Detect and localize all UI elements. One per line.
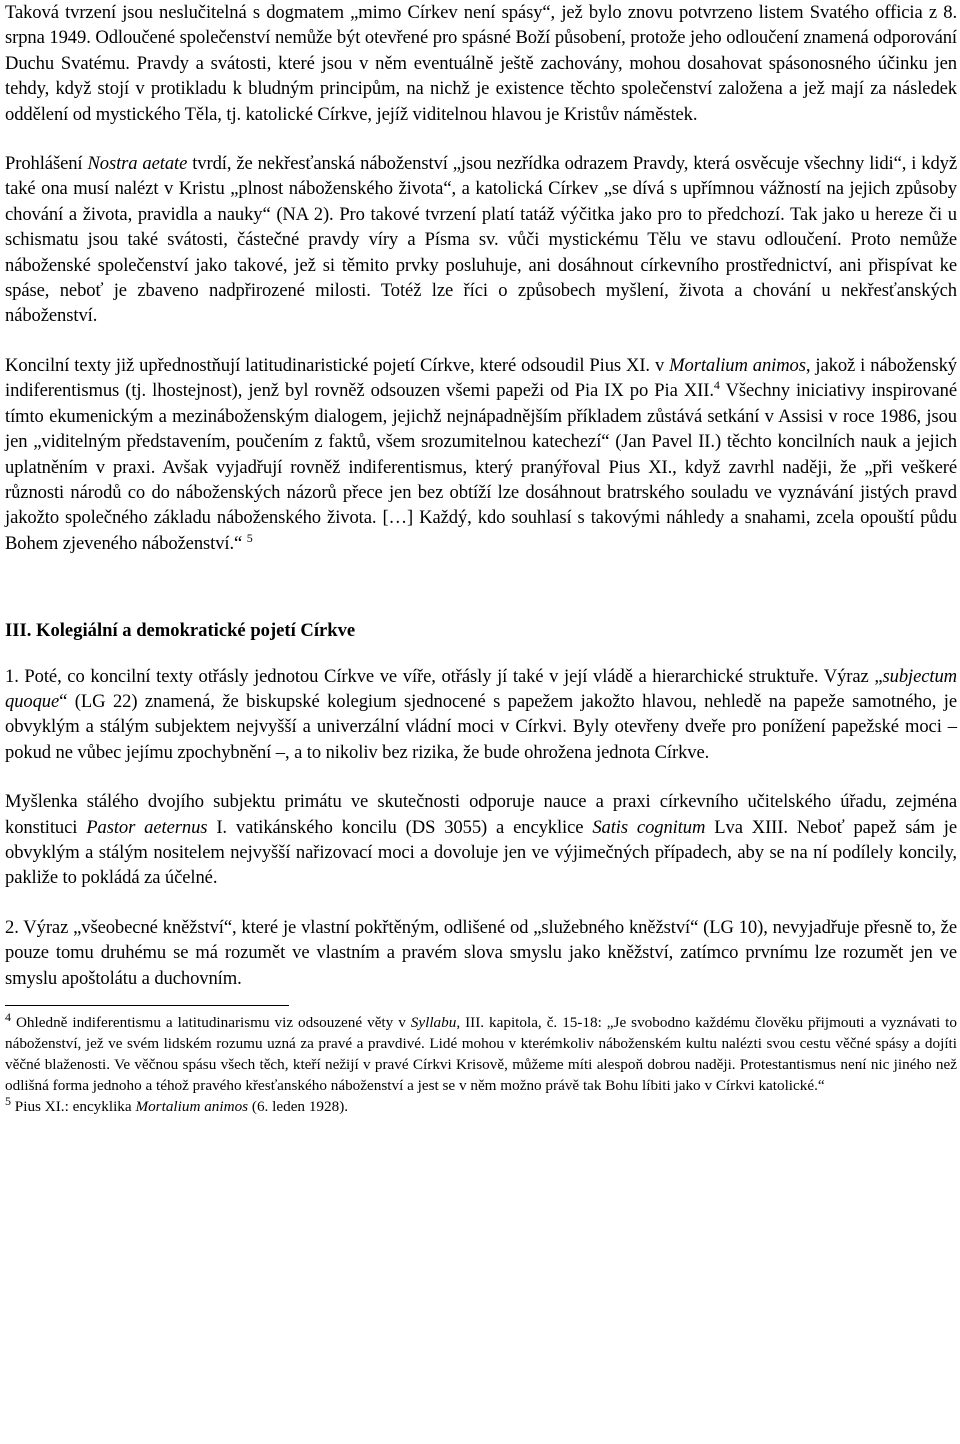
spacer: [5, 891, 957, 915]
paragraph-5-text: I. vatikánského koncilu (DS 3055) a encyklice: [207, 816, 593, 838]
spacer: [5, 765, 957, 789]
spacer: [5, 644, 957, 664]
footnote-number: 4: [5, 1009, 11, 1024]
paragraph-1-text: Taková tvrzení jsou neslučitelná s dogmatem „mimo Církev není spásy“, jež bylo znovu potvrzeno listem Svatého officia z 8. srpna 1949. Odloučené společenství nemůže být otevřené pro spásné Boží působení, protože jeho odloučení znamená odporování Duchu Svatému. Pravdy a svátosti, které jsou v něm eventuálně ještě zachovány, mohou dosahovat spásonosného účinku jen tehdy, když stojí v protikladu k bludným principům, na nichž je existence těchto společenství založena a jež mají za následek oddělení od mystického Těla, tj. katolické Církve, jejíž viditelnou hlavou je Kristův náměstek.: [5, 2, 957, 125]
spacer: [5, 556, 957, 618]
paragraph-5-text: Myšlenka stálého dvojího subjektu primátu ve skutečnosti odporuje nauce a praxi církevního učitelského úřadu, zejména konstituci: [5, 791, 957, 838]
footnote-number: 5: [5, 1093, 11, 1108]
document-page: [5, 0, 957, 1117]
footnote-4-text: Ohledně indiferentismu a latitudinarismu viz odsouzené věty v: [11, 1014, 411, 1031]
footnote-5-text: (6. leden 1928).: [248, 1098, 349, 1115]
spacer: [5, 127, 957, 151]
paragraph-3-text: Koncilní texty již upřednostňují latitudinaristické pojetí Církve, které odsoudil Pius XI. v: [5, 354, 670, 376]
paragraph-4-text: “ (LG 22) znamená, že biskupské kolegium sjednocené s papežem jakožto hlavou, nehledě na papeže samotného, je obvyklým a stálým subjektem nejvyšší a univerzální vládní moci v Církvi. Byly otevřeny dveře pro ponížení papežské moci – pokud ne vůbec jejímu zpochybnění –, a to nikoliv bez rizika, že bude ohrožena jednota Církve.: [5, 690, 957, 763]
paragraph-6: [5, 915, 957, 991]
paragraph-5: [5, 789, 957, 891]
footnote-4-text: , III. kapitola, č. 15-18: „Je svobodno každému člověku přijmouti a vyznávati to náboženství, jež ve svém lidském rozumu uzná za pravé a pravdivé. Lidé mohou v kterémkoliv náboženském kultu nalézti svou cestu věčné spásy a dojíti věčné blaženosti. Ve věčnou spásu všech těch, kteří nežijí v pravé Církvi Krisově, můžeme míti alespoň dobrou naději. Protestantismus není nic jiného než odlišná forma jednoho a téhož pravého křesťanského náboženství a jest se v něm možno právě tak Bohu líbiti jako v Církvi katolické.“: [5, 1014, 957, 1094]
paragraph-5-text: Lva XIII. Neboť papež sám je obvyklým a stálým nositelem nejvyšší nařizovací moci a dovoluje jen ve výjimečných případech, aby se na ní podílely koncily, pakliže to pokládá za účelné.: [5, 816, 957, 889]
paragraph-4: [5, 664, 957, 766]
footnote-divider: [5, 1005, 289, 1006]
paragraph-4-text: 1. Poté, co koncilní texty otřásly jednotou Církve ve víře, otřásly jí také v její vládě a hierarchické struktuře. Výraz „: [5, 665, 883, 687]
mortalium-animos-title: Mortalium animos: [669, 354, 806, 376]
footnote-ref-5: 5: [246, 530, 253, 545]
paragraph-3-text: , jakož i náboženský indiferentismus (tj. lhostejnost), jenž byl rovněž odsouzen všemi papeži od Pia IX po Pia XII.: [5, 354, 957, 402]
paragraph-3: [5, 353, 957, 556]
subjectum-quoque-term: subjectum quoque: [5, 665, 957, 712]
mortalium-animos-title: Mortalium animos: [135, 1098, 249, 1115]
paragraph-3-text: Všechny iniciativy inspirované tímto ekumenickým a mezináboženským dialogem, jejichž nejnápadnějším příkladem zůstává setkání v Assisi v roce 1986, jsou jen „viditelným představením, poučením z faktů, všem srozumitelnou katechezí“ (Jan Pavel II.) těchto koncilních nauk a jejich uplatněním v praxi. Avšak vyjadřují rovněž indiferentismus, který pranýřoval Pius XI., když zavrhl naději, že „při veškeré různosti národů co do náboženských názorů přece jen bez obtíží lze dosáhnout bratrského souladu ve vyznávání jistých pravd jakožto společného základu náboženského života. […] Každý, kdo souhlasí s takovými náhledy a snahami, zcela opouští půdu Bohem zjeveného náboženství.“: [5, 380, 957, 554]
paragraph-2-text: tvrdí, že nekřesťanská náboženství „jsou nezřídka odrazem Pravdy, která osvěcuje všechny lidi“, i když také ona musí nalézt v Kristu „plnost náboženského života“, a katolická Církev „se dívá s upřímnou vážností na jejich způsoby chování a života, pravidla a nauky“ (NA 2). Pro takové tvrzení platí tatáž výčitka jako pro to předchozí. Tak jako u hereze či u schismatu jsou také svátosti, částečné pravdy víry a Písma sv. vůči mystickému Tělu ve stavu odloučení. Proto nemůže náboženské společenství jako takové, jež si těmito prvky posluhuje, ani dosáhnout církevního prostřednictví, ani přispívat ke spáse, neboť je zbaveno nadpřirozené milosti. Totéž lze říci o způsobech myšlení, života a chování u nekřesťanských náboženství.: [5, 153, 957, 327]
satis-cognitum-title: Satis cognitum: [592, 816, 706, 838]
spacer: [5, 329, 957, 353]
footnote-5-text: Pius XI.: encyklika: [11, 1098, 136, 1115]
paragraph-1: [5, 0, 957, 127]
section-heading: III. Kolegiální a demokratické pojetí Církve: [5, 620, 356, 642]
pastor-aeternus-title: Pastor aeternus: [86, 816, 208, 838]
paragraph-6-text: 2. Výraz „všeobecné kněžství“, které je vlastní pokřtěným, odlišené od „služebného kněžství“ (LG 10), nevyjadřuje přesně to, že pouze tomu druhému se má rozumět ve vlastním a pravém slova smyslu jako kněžství, zatímco prvnímu lze rozumět jen ve smyslu apoštolátu a duchovním.: [5, 916, 957, 989]
footnote-4: [5, 1009, 957, 1096]
footnote-ref-4: 4: [713, 378, 720, 393]
paragraph-2: [5, 151, 957, 329]
syllabus-title: Syllabu: [410, 1014, 457, 1031]
nostra-aetate-title: Nostra aetate: [87, 153, 188, 175]
footnote-5: [5, 1093, 957, 1117]
paragraph-2-text: Prohlášení: [5, 153, 88, 175]
